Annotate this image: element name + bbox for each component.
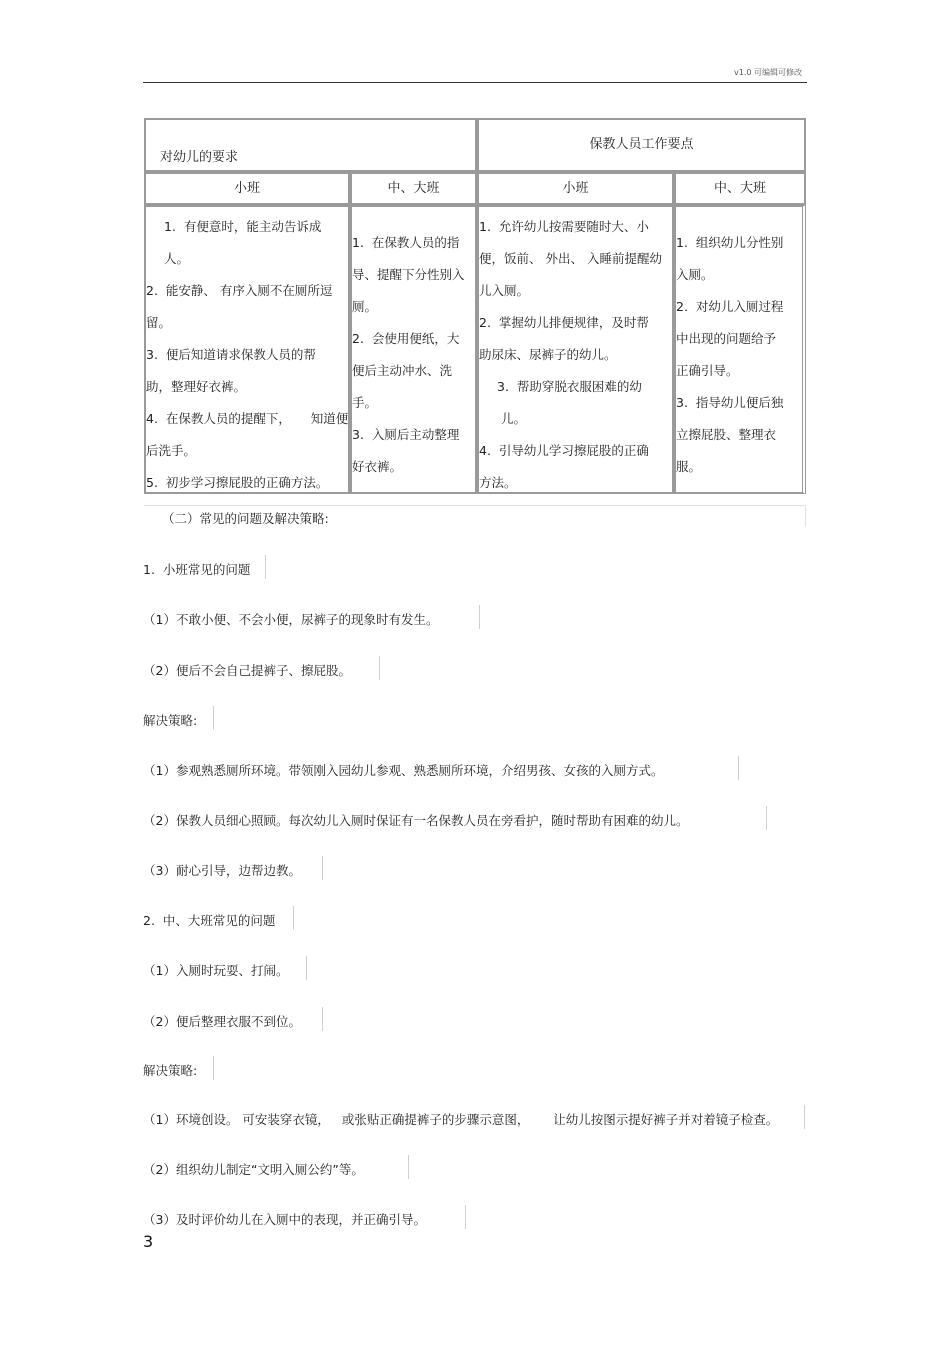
table-header-left [144, 118, 477, 172]
list-item: 服。 [676, 459, 702, 474]
divider [479, 605, 480, 629]
paragraph: （2）保教人员细心照顾。每次幼儿入厕时保证有一名保教人员在旁看护，随时帮助有困难的幼儿。 [143, 813, 689, 828]
paragraph: （2）便后整理衣服不到位。 [143, 1014, 301, 1029]
list-item: 便，饭前、 外出、 入睡前提醒幼 [479, 251, 662, 266]
list-item: 2. 对幼儿入厕过程 [676, 299, 784, 314]
header-rule [143, 82, 807, 83]
subheader-2 [350, 172, 477, 205]
paragraph: （1）不敢小便、不会小便，尿裤子的现象时有发生。 [143, 612, 439, 627]
list-item: 后洗手。 [146, 443, 197, 458]
paragraph: （2）便后不会自己提裤子、擦屁股。 [143, 663, 351, 678]
divider [293, 906, 294, 930]
list-item: 导、提醒下分性别入 [352, 267, 465, 282]
divider [322, 1007, 323, 1031]
subheader-3-label: 小班 [562, 180, 589, 196]
strategy-heading: 解决策略: [143, 1063, 198, 1078]
table-cell-col2 [350, 205, 477, 494]
list-item: 2. 掌握幼儿排便规律，及时帮 [479, 315, 649, 330]
list-item: 便后主动冲水、洗 [352, 363, 453, 378]
requirements-table [144, 118, 806, 494]
table-header-right-label: 保教人员工作要点 [589, 137, 694, 152]
subheading-middle-class: 2. 中、大班常见的问题 [143, 913, 276, 928]
table-header-right [477, 118, 806, 172]
list-item: 3. 指导幼儿便后独 [676, 395, 784, 410]
list-item: 立擦屁股、整理衣 [676, 427, 777, 442]
list-item: 3. 帮助穿脱衣服困难的幼 [497, 379, 642, 394]
list-item: 入厕。 [676, 267, 714, 282]
table-header-left-label: 对幼儿的要求 [160, 150, 239, 165]
paragraph: （1）入厕时玩耍、打闹。 [143, 963, 289, 978]
divider [465, 1205, 466, 1229]
list-item: 1. 在保教人员的指 [352, 235, 460, 250]
list-item: 中出现的问题给予 [676, 331, 777, 346]
divider [213, 1056, 214, 1080]
divider [322, 856, 323, 880]
list-item: 好衣裤。 [352, 459, 403, 474]
subheader-1-label: 小班 [233, 180, 260, 196]
list-item: 助，整理好衣裤。 [146, 379, 247, 394]
subheader-4-label: 中、大班 [713, 180, 766, 196]
paragraph: （1）环境创设。 可安装穿衣镜， 或张贴正确提裤子的步骤示意图， 让幼儿按图示提好裤子并对着镜子检查。 [143, 1112, 779, 1127]
list-item: 方法。 [479, 475, 517, 490]
header-version: v1.0 可编辑可修改 [734, 68, 802, 77]
divider [804, 1105, 805, 1129]
list-item: 儿。 [501, 411, 527, 426]
list-item: 正确引导。 [676, 363, 739, 378]
page-number: 3 [143, 1232, 154, 1251]
subheader-1 [144, 172, 350, 205]
list-item: 儿入厕。 [479, 283, 530, 298]
list-item: 留。 [146, 315, 172, 330]
subheader-3 [477, 172, 674, 205]
list-item: 1. 允许幼儿按需要随时大、小 [479, 219, 649, 234]
table-cell-col1 [144, 205, 350, 494]
paragraph: （2）组织幼儿制定“文明入厕公约”等。 [143, 1162, 364, 1177]
list-item: 助尿床、尿裤子的幼儿。 [479, 347, 617, 362]
paragraph: （1）参观熟悉厕所环境。带领刚入园幼儿参观、熟悉厕所环境，介绍男孩、女孩的入厕方式。 [143, 763, 664, 778]
divider [738, 756, 739, 780]
paragraph: （3）耐心引导，边帮边教。 [143, 863, 301, 878]
strategy-heading: 解决策略: [143, 713, 198, 728]
divider [213, 706, 214, 730]
list-item: 1. 组织幼儿分性别 [676, 235, 784, 250]
paragraph: （3）及时评价幼儿在入厕中的表现，并正确引导。 [143, 1212, 426, 1227]
list-item: 3. 便后知道请求保教人员的帮 [146, 347, 316, 362]
section-title: （二）常见的问题及解决策略: [162, 511, 329, 526]
subheader-2-label: 中、大班 [387, 180, 440, 196]
divider [306, 956, 307, 980]
divider [265, 555, 266, 579]
divider [408, 1155, 409, 1179]
list-item: 手。 [352, 395, 378, 410]
list-item: 4. 在保教人员的提醒下， 知道便 [146, 411, 349, 426]
list-item: 3. 入厕后主动整理 [352, 427, 460, 442]
list-item: 4. 引导幼儿学习擦屁股的正确 [479, 443, 649, 458]
subheader-4 [674, 172, 806, 205]
table-cell-col4 [674, 205, 806, 494]
list-item: 人。 [164, 251, 190, 266]
list-item: 厕。 [352, 299, 378, 314]
table-cell-col3 [477, 205, 674, 494]
list-item: 2. 能安静、 有序入厕不在厕所逗 [146, 283, 333, 298]
list-item: 1. 有便意时，能主动告诉成 [164, 219, 322, 234]
list-item: 5. 初步学习擦屁股的正确方法。 [146, 475, 329, 490]
list-item: 2. 会使用便纸，大 [352, 331, 460, 346]
subheading-small-class: 1. 小班常见的问题 [143, 562, 251, 577]
divider [379, 656, 380, 680]
divider [766, 806, 767, 830]
